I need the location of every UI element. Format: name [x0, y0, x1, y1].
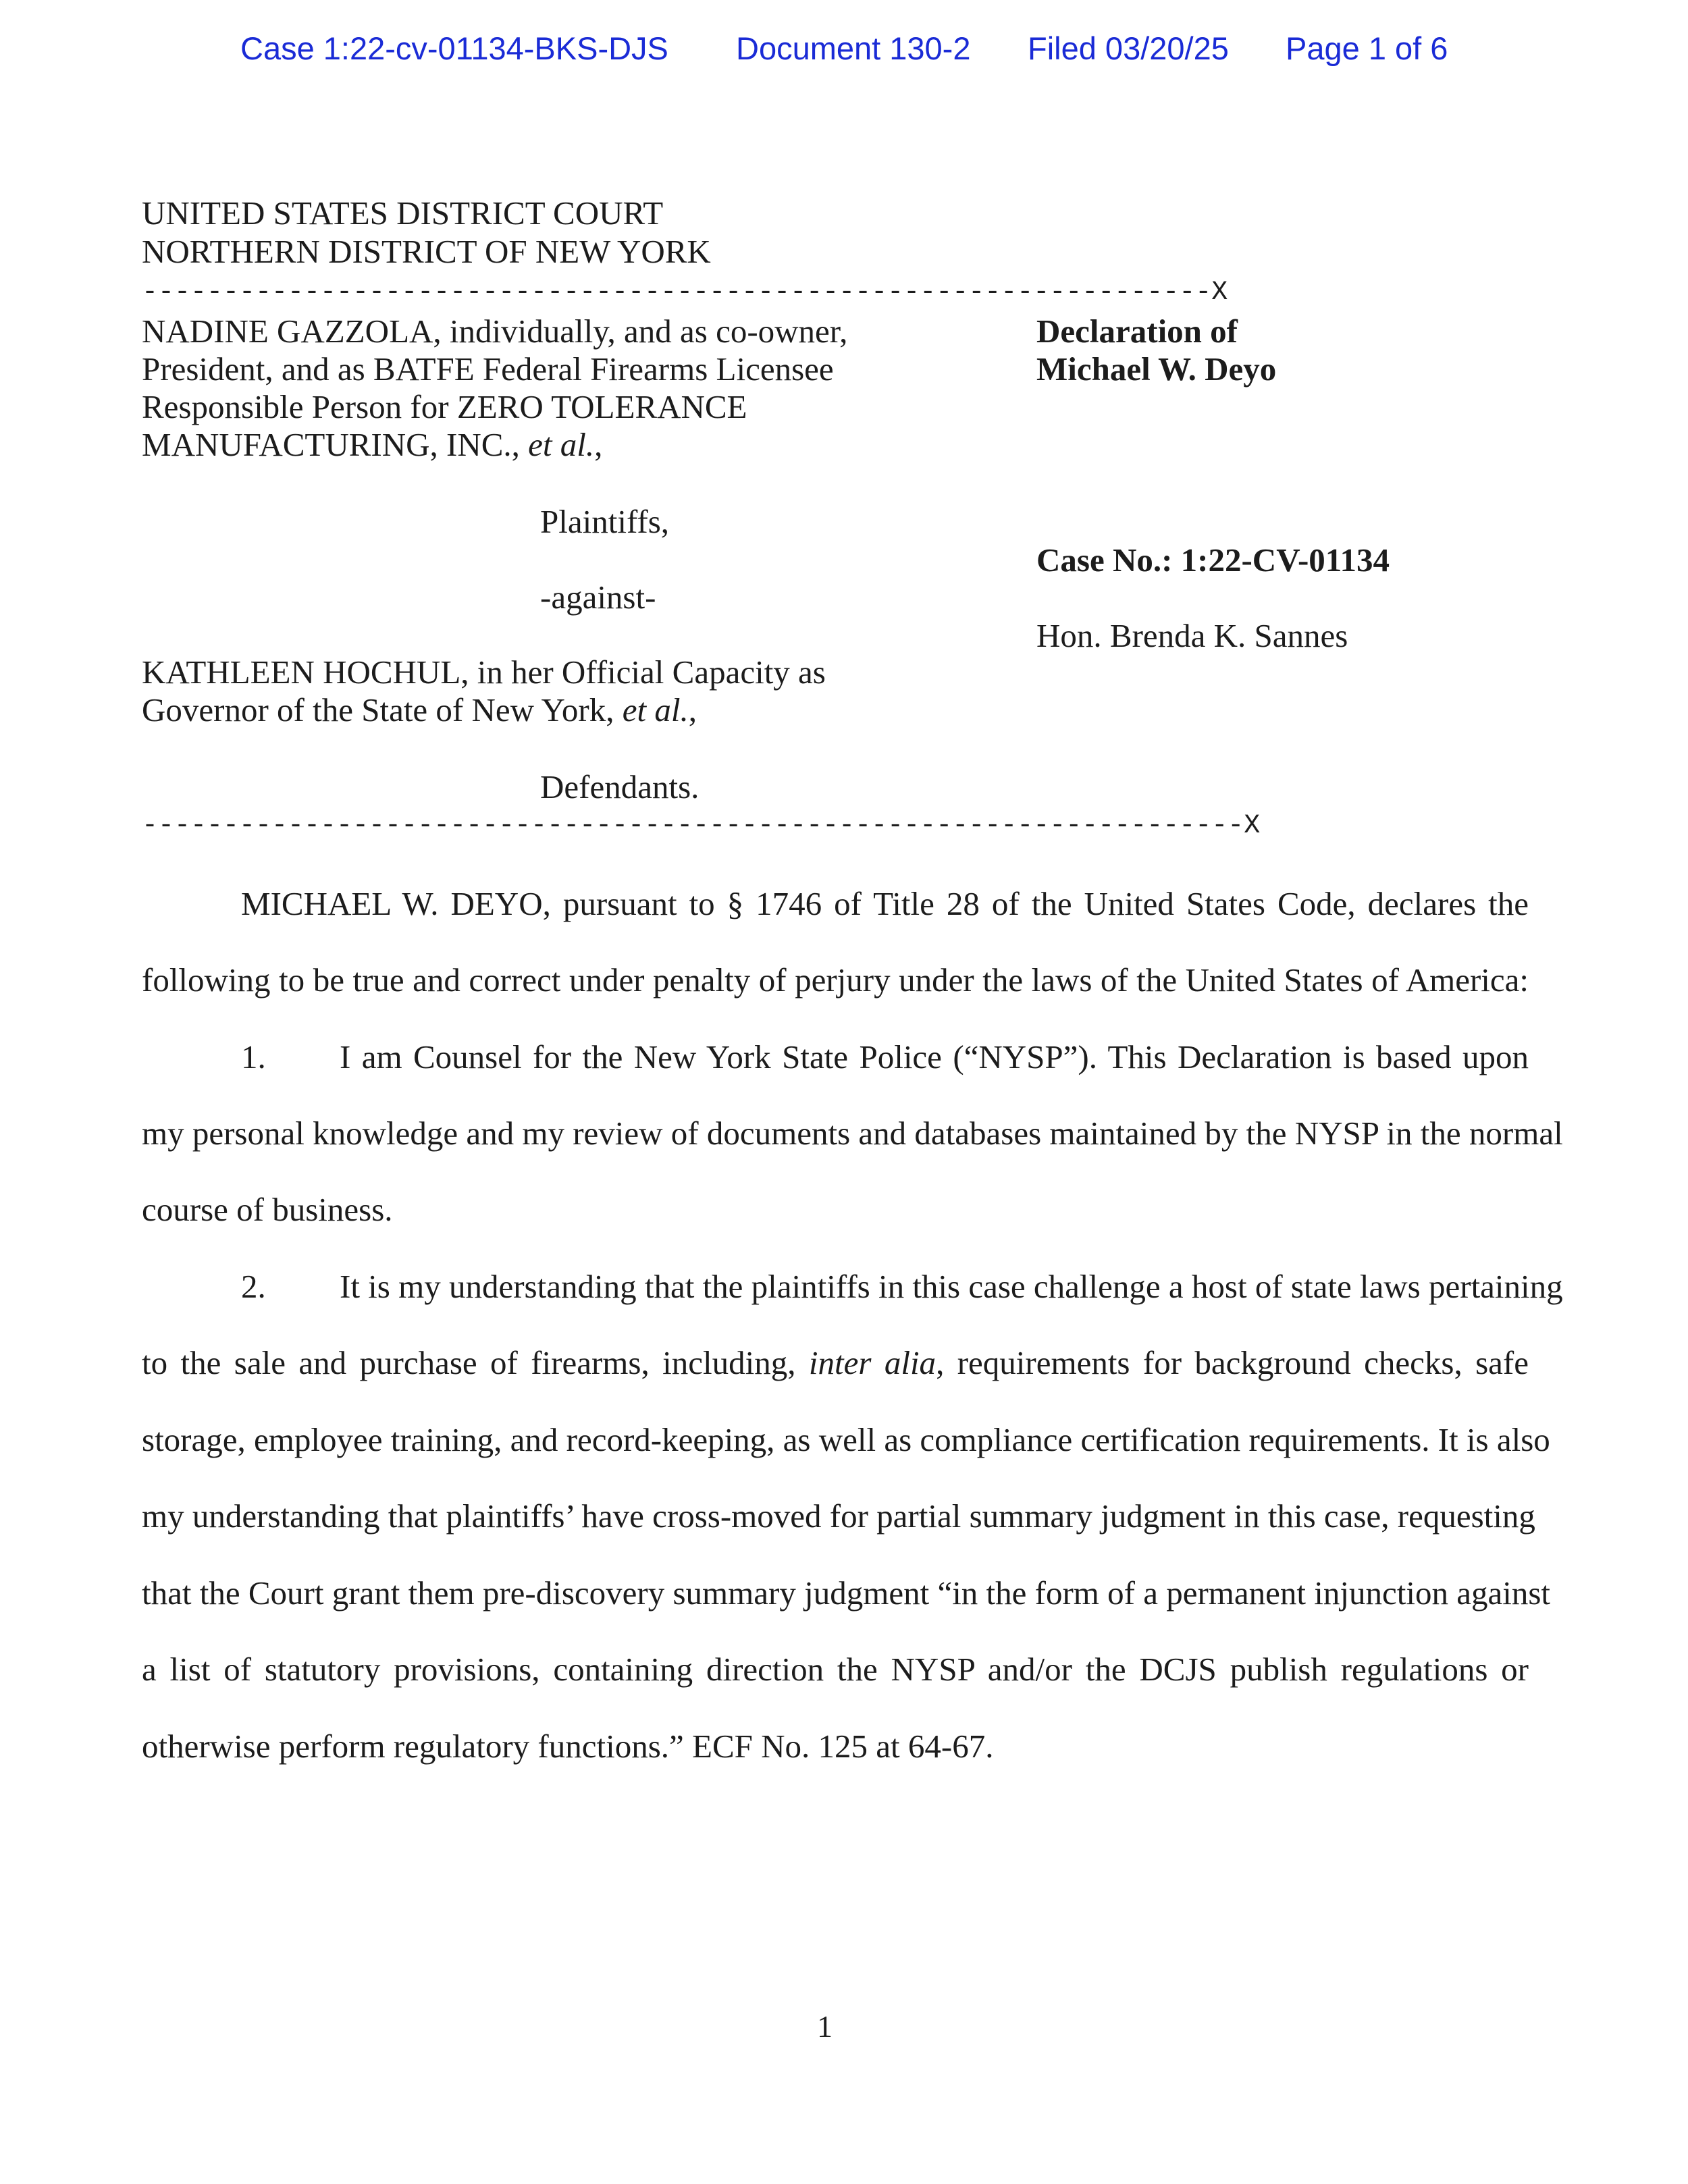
plaintiffs-label: Plaintiffs, [540, 503, 670, 540]
paragraph-2-line-1: It is my understanding that the plaintiffs in this case challenge a host of state laws pertaining [340, 1268, 1563, 1305]
paragraph-1-number: 1. [241, 1038, 266, 1075]
against-label: -against- [540, 579, 656, 616]
header-page-count: Page 1 of 6 [1286, 30, 1448, 66]
paragraph-2-line-7: otherwise perform regulatory functions.” ECF No. 125 at 64-67. [142, 1728, 994, 1765]
plaintiffs-line-2: President, and as BATFE Federal Firearms Licensee [142, 350, 834, 388]
caption-divider-bottom: --------------------------------------------------------------------X [142, 811, 1261, 841]
paragraph-1-line-2: my personal knowledge and my review of documents and databases maintained by the NYSP in the normal [142, 1115, 1563, 1152]
intro-line-2: following to be true and correct under penalty of perjury under the laws of the United States of America: [142, 961, 1529, 998]
plaintiffs-line-4: MANUFACTURING, INC., et al., [142, 426, 603, 463]
header-filed-date: Filed 03/20/25 [1028, 30, 1229, 66]
header-case-number: Case 1:22-cv-01134-BKS-DJS [240, 30, 668, 66]
court-name: UNITED STATES DISTRICT COURT [142, 194, 664, 232]
court-district: NORTHERN DISTRICT OF NEW YORK [142, 233, 711, 270]
paragraph-2-line-6: a list of statutory provisions, containing direction the NYSP and/or the DCJS publish regulations or [142, 1651, 1529, 1688]
paragraph-2-line-2: to the sale and purchase of firearms, including, inter alia, requirements for background checks, safe [142, 1344, 1529, 1381]
paragraph-2-line-3: storage, employee training, and record-keeping, as well as compliance certification requirements. It is also [142, 1421, 1550, 1458]
caption-divider-top: ------------------------------------------------------------------X [142, 277, 1228, 308]
intro-line-1: MICHAEL W. DEYO, pursuant to § 1746 of Title 28 of the United States Code, declares the [241, 885, 1529, 922]
plaintiffs-line-1: NADINE GAZZOLA, individually, and as co-owner, [142, 313, 848, 350]
declaration-title-line-1: Declaration of [1036, 313, 1238, 350]
defendants-line-2: Governor of the State of New York, et al., [142, 691, 697, 728]
defendants-line-1: KATHLEEN HOCHUL, in her Official Capacity as [142, 654, 826, 691]
paragraph-1-line-1: I am Counsel for the New York State Police (“NYSP”). This Declaration is based upon [340, 1038, 1529, 1075]
paragraph-2-line-5: that the Court grant them pre-discovery summary judgment “in the form of a permanent injunction against [142, 1574, 1551, 1612]
paragraph-1-line-3: course of business. [142, 1191, 393, 1228]
case-number: Case No.: 1:22-CV-01134 [1036, 541, 1390, 579]
page-number: 1 [817, 2009, 833, 2044]
paragraph-2-line-4: my understanding that plaintiffs’ have cross-moved for partial summary judgment in this case, requesting [142, 1497, 1535, 1535]
filing-header [0, 30, 1688, 77]
paragraph-2-number: 2. [241, 1268, 266, 1305]
judge-name: Hon. Brenda K. Sannes [1036, 617, 1348, 654]
header-document-number: Document 130-2 [736, 30, 971, 66]
declaration-title-line-2: Michael W. Deyo [1036, 350, 1277, 388]
plaintiffs-line-3: Responsible Person for ZERO TOLERANCE [142, 388, 747, 425]
defendants-label: Defendants. [540, 768, 700, 805]
